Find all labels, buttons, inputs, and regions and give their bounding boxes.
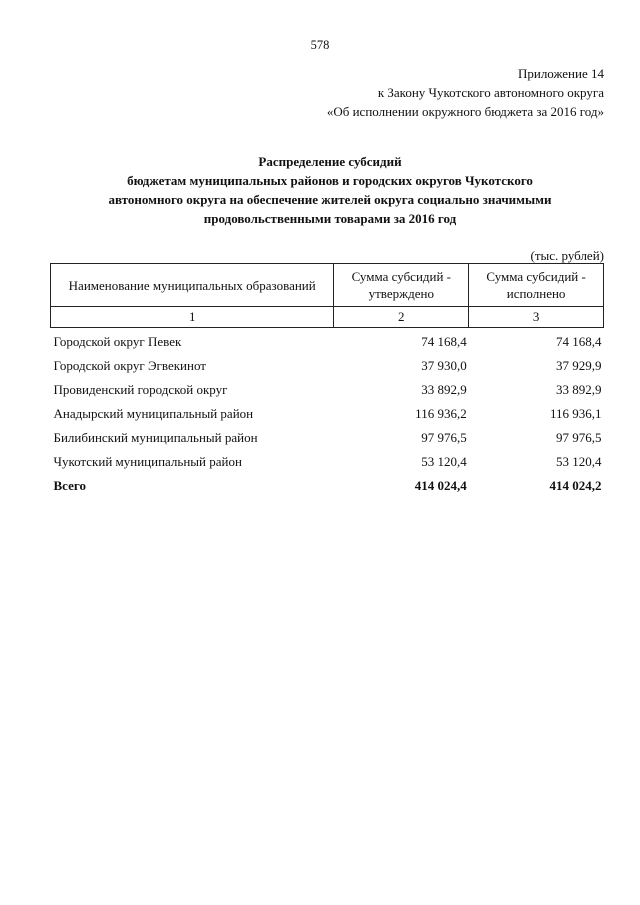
title-line: автономного округа на обеспечение жителей округа социально значимыми [108,192,552,207]
appendix-line: к Закону Чукотского автономного округа [377,85,604,100]
table-row [51,328,604,355]
column-header-executed: Сумма субсидий - исполнено [469,264,604,307]
title-line: бюджетам муниципальных районов и городских округов Чукотского [127,173,533,188]
appendix-line: «Об исполнении окружного бюджета за 2016 год» [326,104,604,119]
municipality-name: Чукотский муниципальный район [53,454,242,469]
approved-amount: 97 976,5 [421,430,467,445]
municipality-name: Городской округ Эгвекинот [53,358,206,373]
appendix-line: Приложение 14 [517,66,604,81]
approved-amount: 116 936,2 [415,406,467,421]
table-row [51,426,604,450]
municipality-name: Провиденский городской округ [53,382,228,397]
table-row [51,378,604,402]
municipality-name: Анадырский муниципальный район [53,406,254,421]
table-row [51,450,604,474]
approved-amount: 33 892,9 [421,382,467,397]
page-number: 578 [310,38,330,52]
approved-amount: 74 168,4 [421,334,467,349]
executed-amount: 33 892,9 [556,382,602,397]
executed-amount: 74 168,4 [556,334,602,349]
column-index: 1 [51,307,334,328]
column-index-row [51,307,604,328]
executed-amount: 37 929,9 [556,358,602,373]
title-line: продовольственными товарами за 2016 год [203,211,457,226]
column-header-name: Наименование муниципальных образований [51,264,334,307]
table-row [51,402,604,426]
appendix-header [327,64,604,121]
total-row [51,474,604,498]
executed-amount: 97 976,5 [556,430,602,445]
units-note: (тыс. рублей) [530,248,604,263]
executed-amount: 53 120,4 [556,454,602,469]
subsidy-table [50,263,604,498]
approved-amount: 37 930,0 [421,358,467,373]
total-approved: 414 024,4 [414,478,467,493]
executed-amount: 116 936,1 [549,406,602,421]
column-header-approved: Сумма субсидий - утверждено [334,264,469,307]
column-index: 3 [469,307,604,328]
total-executed: 414 024,2 [549,478,602,493]
municipality-name: Городской округ Певек [53,334,182,349]
title-line: Распределение субсидий [258,154,402,169]
total-label: Всего [53,478,86,493]
approved-amount: 53 120,4 [421,454,467,469]
document-title [40,152,620,228]
header-row [51,264,604,307]
column-index: 2 [334,307,469,328]
table-row [51,354,604,378]
municipality-name: Билибинский муниципальный район [53,430,258,445]
